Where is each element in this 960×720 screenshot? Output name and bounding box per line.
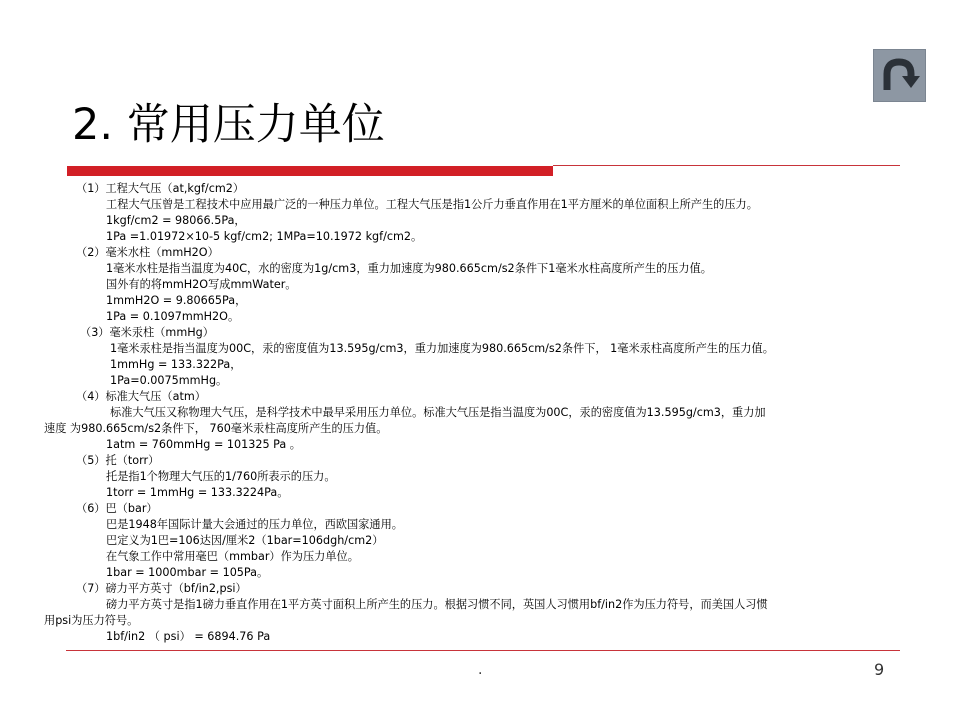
text-line: 在气象工作中常用毫巴（mmbar）作为压力单位。 xyxy=(106,550,359,563)
page-number: 9 xyxy=(874,660,885,679)
text-line: 用psi为压力符号。 xyxy=(44,614,139,627)
text-line: 标准大气压又称物理大气压，是科学技术中最早采用压力单位。标准大气压是指当温度为00C，汞的密度值为13.595g/cm3，重力加 xyxy=(110,406,766,419)
section-heading: （7）磅力平方英寸（bf/in2,psi） xyxy=(76,582,247,595)
text-line: 1毫米水柱是指当温度为40C，水的密度为1g/cm3，重力加速度为980.665cm/s2条件下1毫米水柱高度所产生的压力值。 xyxy=(106,262,712,275)
text-line: 磅力平方英寸是指1磅力垂直作用在1平方英寸面积上所产生的压力。根据习惯不同，英国人习惯用bf/in2作为压力符号，而美国人习惯 xyxy=(106,598,768,611)
title-underline-thin xyxy=(553,165,900,166)
u-turn-arrow-icon xyxy=(874,50,925,101)
section-heading: （3）毫米汞柱（mmHg） xyxy=(80,326,214,339)
formula-line: 1Pa=0.0075mmHg。 xyxy=(110,374,228,387)
formula-line: 1bar = 1000mbar = 105Pa。 xyxy=(106,566,269,579)
formula-line: 1Pa =1.01972×10-5 kgf/cm2; 1MPa=10.1972 kgf/cm2。 xyxy=(106,230,423,243)
section-heading: （6）巴（bar） xyxy=(76,502,158,515)
formula-line: 1atm = 760mmHg = 101325 Pa 。 xyxy=(106,438,301,451)
footer-divider xyxy=(66,650,900,651)
section-heading: （2）毫米水柱（mmH2O） xyxy=(76,246,219,259)
text-line: 国外有的将mmH2O写成mmWater。 xyxy=(106,278,297,291)
formula-line: 1Pa = 0.1097mmH2O。 xyxy=(106,310,240,323)
section-heading: （5）托（torr） xyxy=(76,454,160,467)
formula-line: 1kgf/cm2 = 98066.5Pa， xyxy=(106,214,246,227)
footer-dot: . xyxy=(478,662,483,678)
back-button[interactable] xyxy=(873,49,926,102)
text-line: 巴是1948年国际计量大会通过的压力单位，西欧国家通用。 xyxy=(106,518,403,531)
section-heading: （1）工程大气压（at,kgf/cm2） xyxy=(76,182,245,195)
text-line: 1毫米汞柱是指当温度为00C，汞的密度值为13.595g/cm3，重力加速度为980.665cm/s2条件下， 1毫米汞柱高度所产生的压力值。 xyxy=(110,342,774,355)
formula-line: 1mmH2O = 9.80665Pa， xyxy=(106,294,247,307)
text-line: 巴定义为1巴=106达因/厘米2（1bar=106dgh/cm2） xyxy=(106,534,384,547)
formula-line: 1bf/in2 （ psi） = 6894.76 Pa xyxy=(106,630,271,643)
section-heading: （4）标准大气压（atm） xyxy=(76,390,206,403)
text-line: 速度 为980.665cm/s2条件下， 760毫米汞柱高度所产生的压力值。 xyxy=(44,422,388,435)
title-underline-accent xyxy=(67,166,553,176)
formula-line: 1mmHg = 133.322Pa， xyxy=(110,358,242,371)
slide-title: 2. 常用压力单位 xyxy=(72,100,385,150)
text-line: 托是指1个物理大气压的1/760所表示的压力。 xyxy=(106,470,336,483)
text-line: 工程大气压曾是工程技术中应用最广泛的一种压力单位。工程大气压是指1公斤力垂直作用在1平方厘米的单位面积上所产生的压力。 xyxy=(106,198,758,211)
formula-line: 1torr = 1mmHg = 133.3224Pa。 xyxy=(106,486,289,499)
